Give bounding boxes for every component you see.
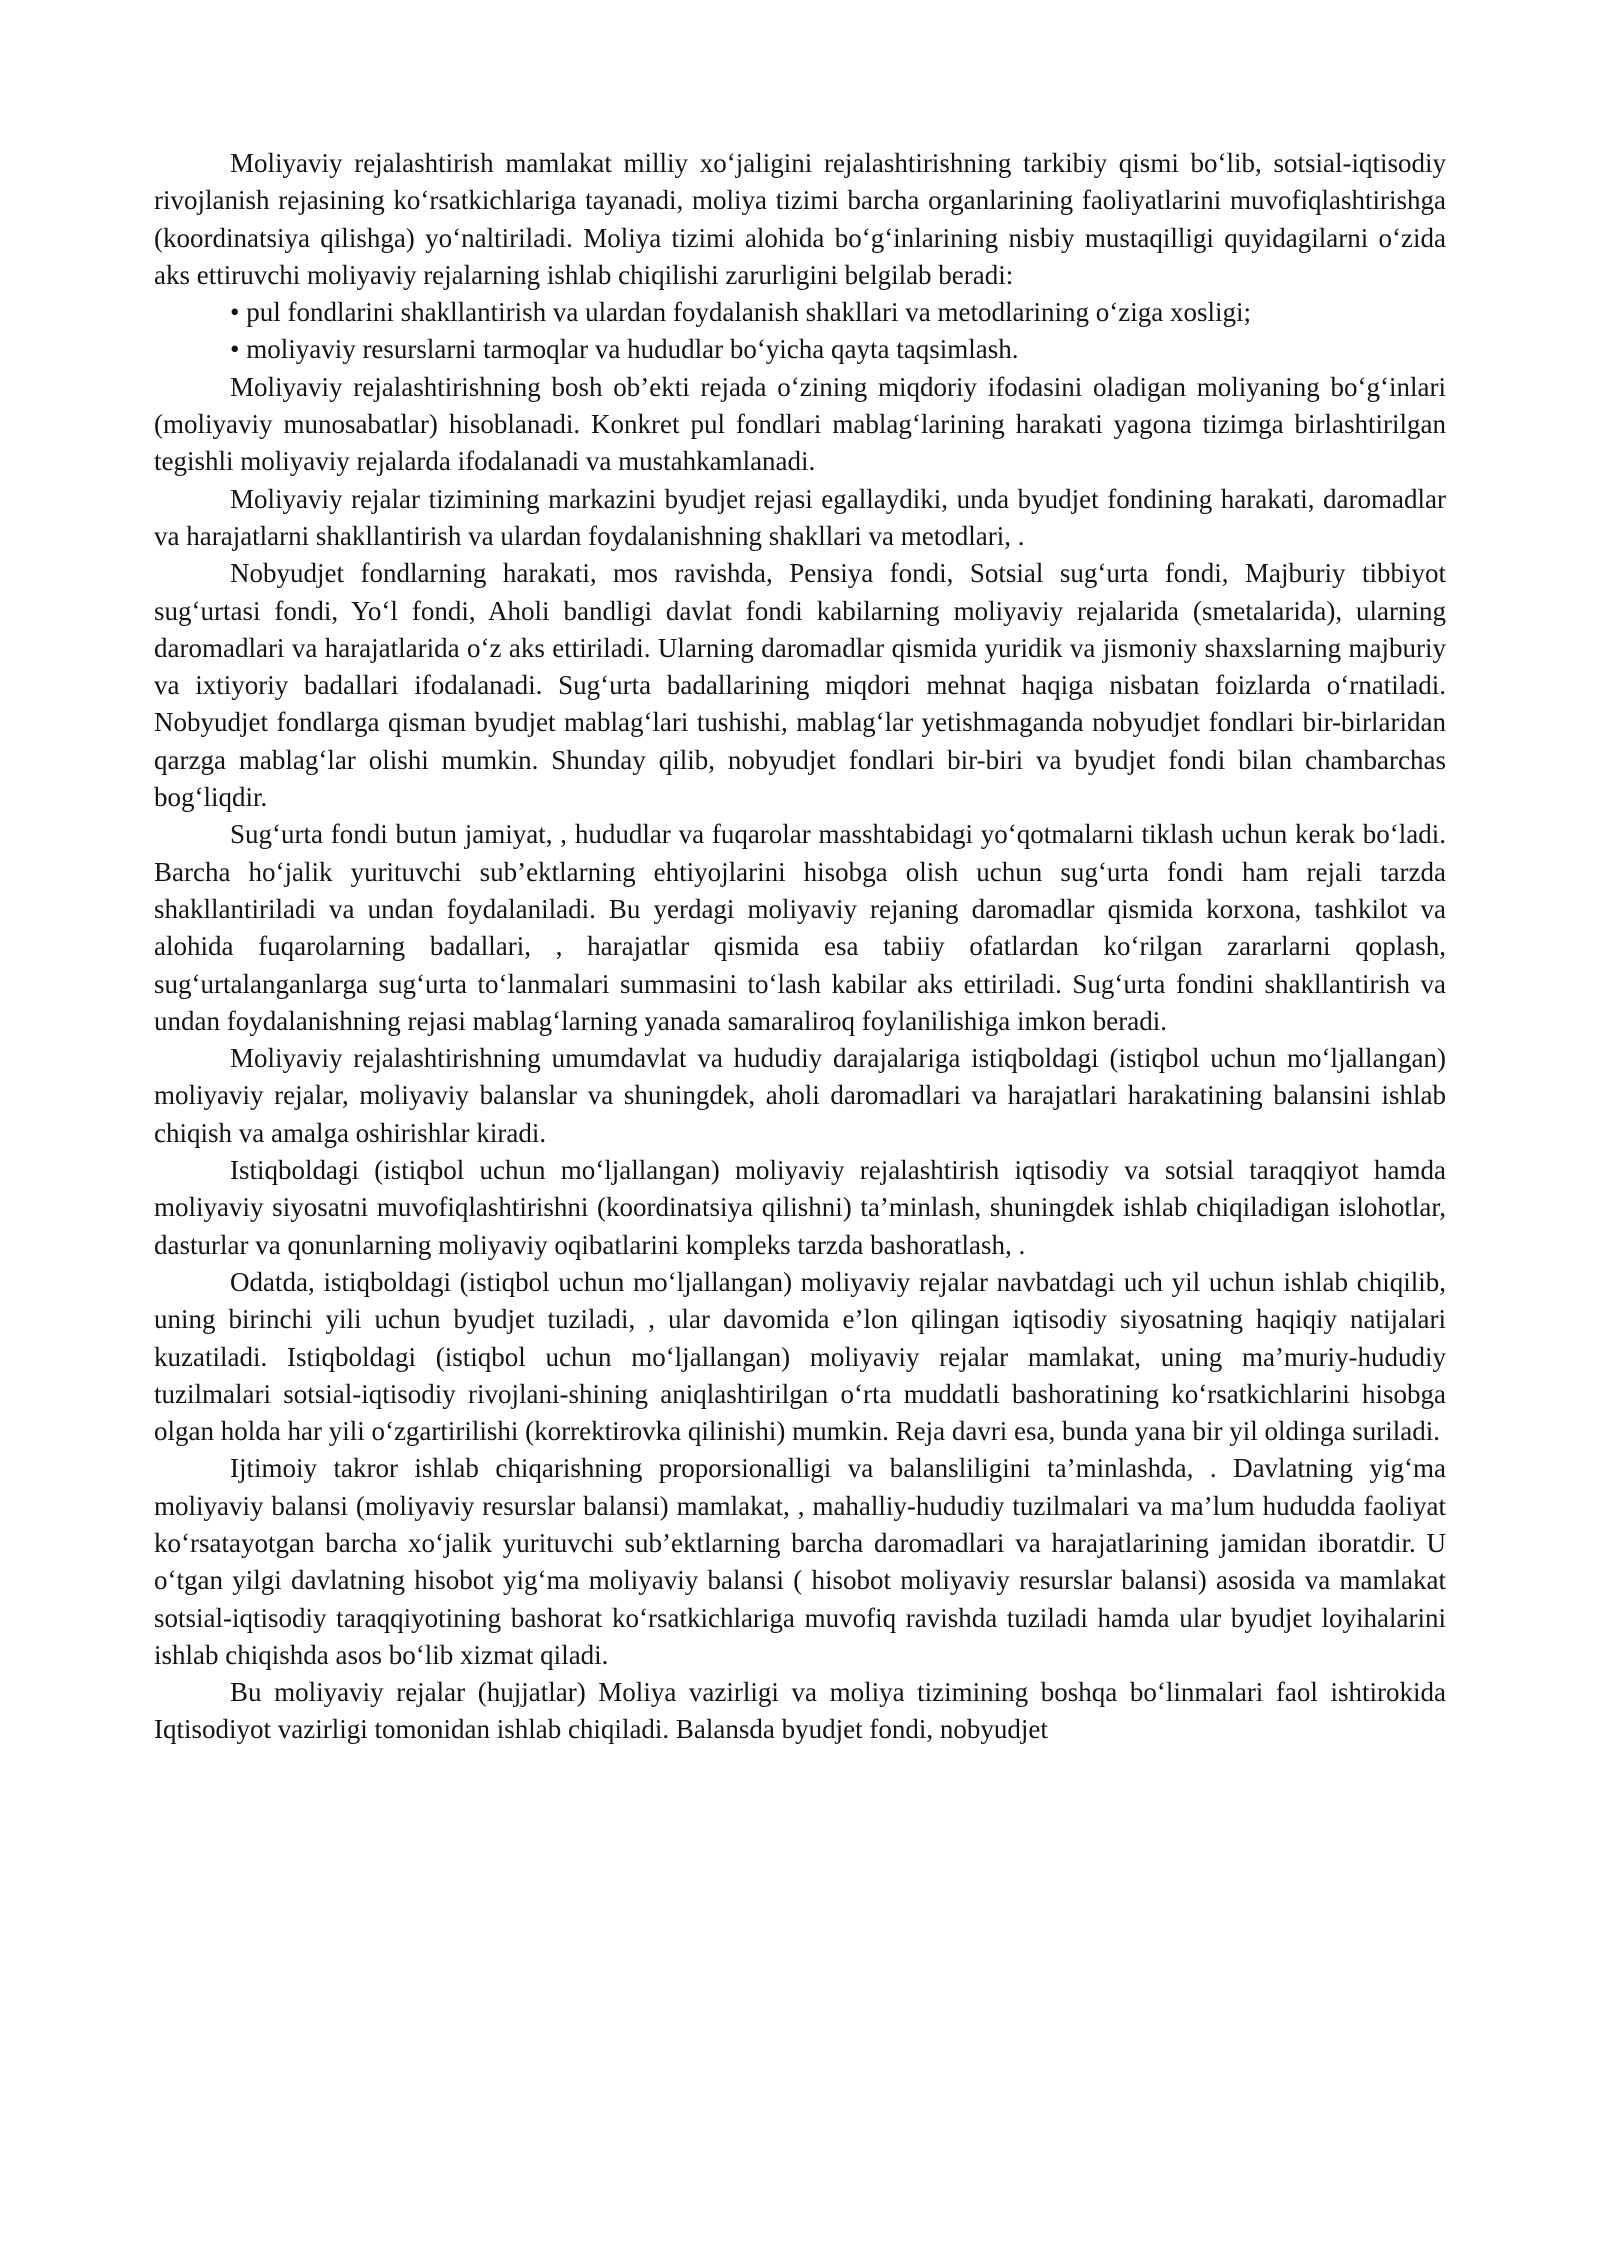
document-body xyxy=(154,145,1446,1749)
paragraph-ministry-development: Bu moliyaviy rejalar (hujjatlar) Moliya vazirligi va moliya tizimining boshqa bo‘linmalari faol ishtirokida Iqtisodiyot vazirligi tomonidan ishlab chiqiladi. Balansda byudjet fondi, nobyudjet xyxy=(154,1677,1446,1745)
paragraph-consolidated-balance: Ijtimoiy takror ishlab chiqarishning proporsionalligi va balansliligini ta’minlashda, . Davlatning yig‘ma moliyaviy balansi (moliyaviy resurslar balansi) mamlakat, , mahalliy-hududiy tuzilmalari va ma’lum hududda faoliyat ko‘rsatayotgan barcha xo‘jalik yurituvchi sub’ektlarning barcha daromadlari va harajatlarining jamidan iboratdir. U o‘tgan yilgi davlatning hisobot yig‘ma moliyaviy balansi ( hisobot moliyaviy resurslar balansi) asosida va mamlakat sotsial-iqtisodiy taraqqiyotining bashorat ko‘rsatkichlariga muvofiq ravishda tuziladi hamda ular byudjet loyihalarini ishlab chiqishda asos bo‘lib xizmat qiladi. xyxy=(154,1453,1446,1670)
paragraph-extra-budget-funds: Nobyudjet fondlarning harakati, mos ravishda, Pensiya fondi, Sotsial sug‘urta fondi, Majburiy tibbiyot sug‘urtasi fondi, Yo‘l fondi, Aholi bandligi davlat fondi kabilarning moliyaviy rejalarida (smetalarida), ularning daromadlari va harajatlarida o‘z aks ettiriladi. Ularning daromadlar qismida yuridik va jismoniy shaxslarning majburiy va ixtiyoriy badallari ifodalanadi. Sug‘urta badallarining miqdori mehnat haqiga nisbatan foizlarda o‘rnatiladi. Nobyudjet fondlarga qisman byudjet mablag‘lari tushishi, mablag‘lar yetishmaganda nobyudjet fondlari bir-birlaridan qarzga mablag‘lar olishi mumkin. Shunday qilib, nobyudjet fondlari bir-biri va byudjet fondi bilan chambarchas bog‘liqdir. xyxy=(154,558,1446,813)
paragraph-insurance-fund: Sug‘urta fondi butun jamiyat, , hududlar va fuqarolar masshtabidagi yo‘qotmalarni tiklash uchun kerak bo‘ladi. Barcha ho‘jalik yurituvchi sub’ektlarning ehtiyojlarini hisobga olish uchun sug‘urta fondi ham rejali tarzda shakllantiriladi va undan foydalaniladi. Bu yerdagi moliyaviy rejaning daromadlar qismida korxona, tashkilot va alohida fuqarolarning badallari, , harajatlar qismida esa tabiiy ofatlardan ko‘rilgan zararlarni qoplash, sug‘urtalanganlarga sug‘urta to‘lanmalari summasini to‘lash kabilar aks ettiriladi. Sug‘urta fondini shakllantirish va undan foydalanishning rejasi mablag‘larning yanada samaraliroq foylanilishiga imkon beradi. xyxy=(154,819,1446,1036)
paragraph-main-object: Moliyaviy rejalashtirishning bosh ob’ekti rejada o‘zining miqdoriy ifodasini oladigan moliyaning bo‘g‘inlari (moliyaviy munosabatlar) hisoblanadi. Konkret pul fondlari mablag‘larining harakati yagona tizimga birlashtirilgan tegishli moliyaviy rejalarda ifodalanadi va mustahkamlanadi. xyxy=(154,371,1446,477)
paragraph-three-year-plans: Odatda, istiqboldagi (istiqbol uchun mo‘ljallangan) moliyaviy rejalar navbatdagi uch yil uchun ishlab chiqilib, uning birinchi yili uchun byudjet tuziladi, , ular davomida e’lon qilingan iqtisodiy siyosatning haqiqiy natijalari kuzatiladi. Istiqboldagi (istiqbol uchun mo‘ljallangan) moliyaviy rejalar mamlakat, uning ma’muriy-hududiy tuzilmalari sotsial-iqtisodiy rivojlani-shining aniqlashtirilgan o‘rta muddatli bashoratining ko‘rsatkichlarini hisobga olgan holda har yili o‘zgartirilishi (korrektirovka qilinishi) mumkin. Reja davri esa, bunda yana bir yil oldinga suriladi. xyxy=(154,1266,1446,1447)
paragraph-budget-plan: Moliyaviy rejalar tizimining markazini byudjet rejasi egallaydiki, unda byudjet fondining harakati, daromadlar va harajatlarni shakllantirish va ulardan foydalanishning shakllari va metodlari, . xyxy=(154,483,1446,551)
bullet-resource-redistribution: • moliyaviy resurslarni tarmoqlar va hududlar bo‘yicha qayta taqsimlash. xyxy=(230,334,1019,365)
bullet-fund-forms: • pul fondlarini shakllantirish va ulardan foydalanish shakllari va metodlarining o‘ziga xosligi; xyxy=(230,297,1251,328)
paragraph-prospective-planning: Istiqboldagi (istiqbol uchun mo‘ljallangan) moliyaviy rejalashtirish iqtisodiy va sotsial taraqqiyot hamda moliyaviy siyosatni muvofiqlashtirishni (koordinatsiya qilishni) ta’minlash, shuningdek ishlab chiqiladigan islohotlar, dasturlar va qonunlarning moliyaviy oqibatlarini kompleks tarzda bashoratlash, . xyxy=(154,1155,1446,1260)
paragraph-planning-levels: Moliyaviy rejalashtirishning umumdavlat va hududiy darajalariga istiqboldagi (istiqbol uchun mo‘ljallangan) moliyaviy rejalar, moliyaviy balanslar va shuningdek, aholi daromadlari va harajatlari harakatining balansini ishlab chiqish va amalga oshirishlar kiradi. xyxy=(154,1043,1446,1148)
paragraph-planning-intro: Moliyaviy rejalashtirish mamlakat milliy xo‘jaligini rejalashtirishning tarkibiy qismi bo‘lib, sotsial-iqtisodiy rivojlanish rejasining ko‘rsatkichlariga tayanadi, moliya tizimi barcha organlarining faoliyatlarini muvofiqlashtirishga (koordinatsiya qilishga) yo‘naltiriladi. Moliya tizimi alohida bo‘g‘inlarining nisbiy mustaqilligi quyidagilarni o‘zida aks ettiruvchi moliyaviy rejalarning ishlab chiqilishi zarurligini belgilab beradi: xyxy=(154,148,1446,290)
